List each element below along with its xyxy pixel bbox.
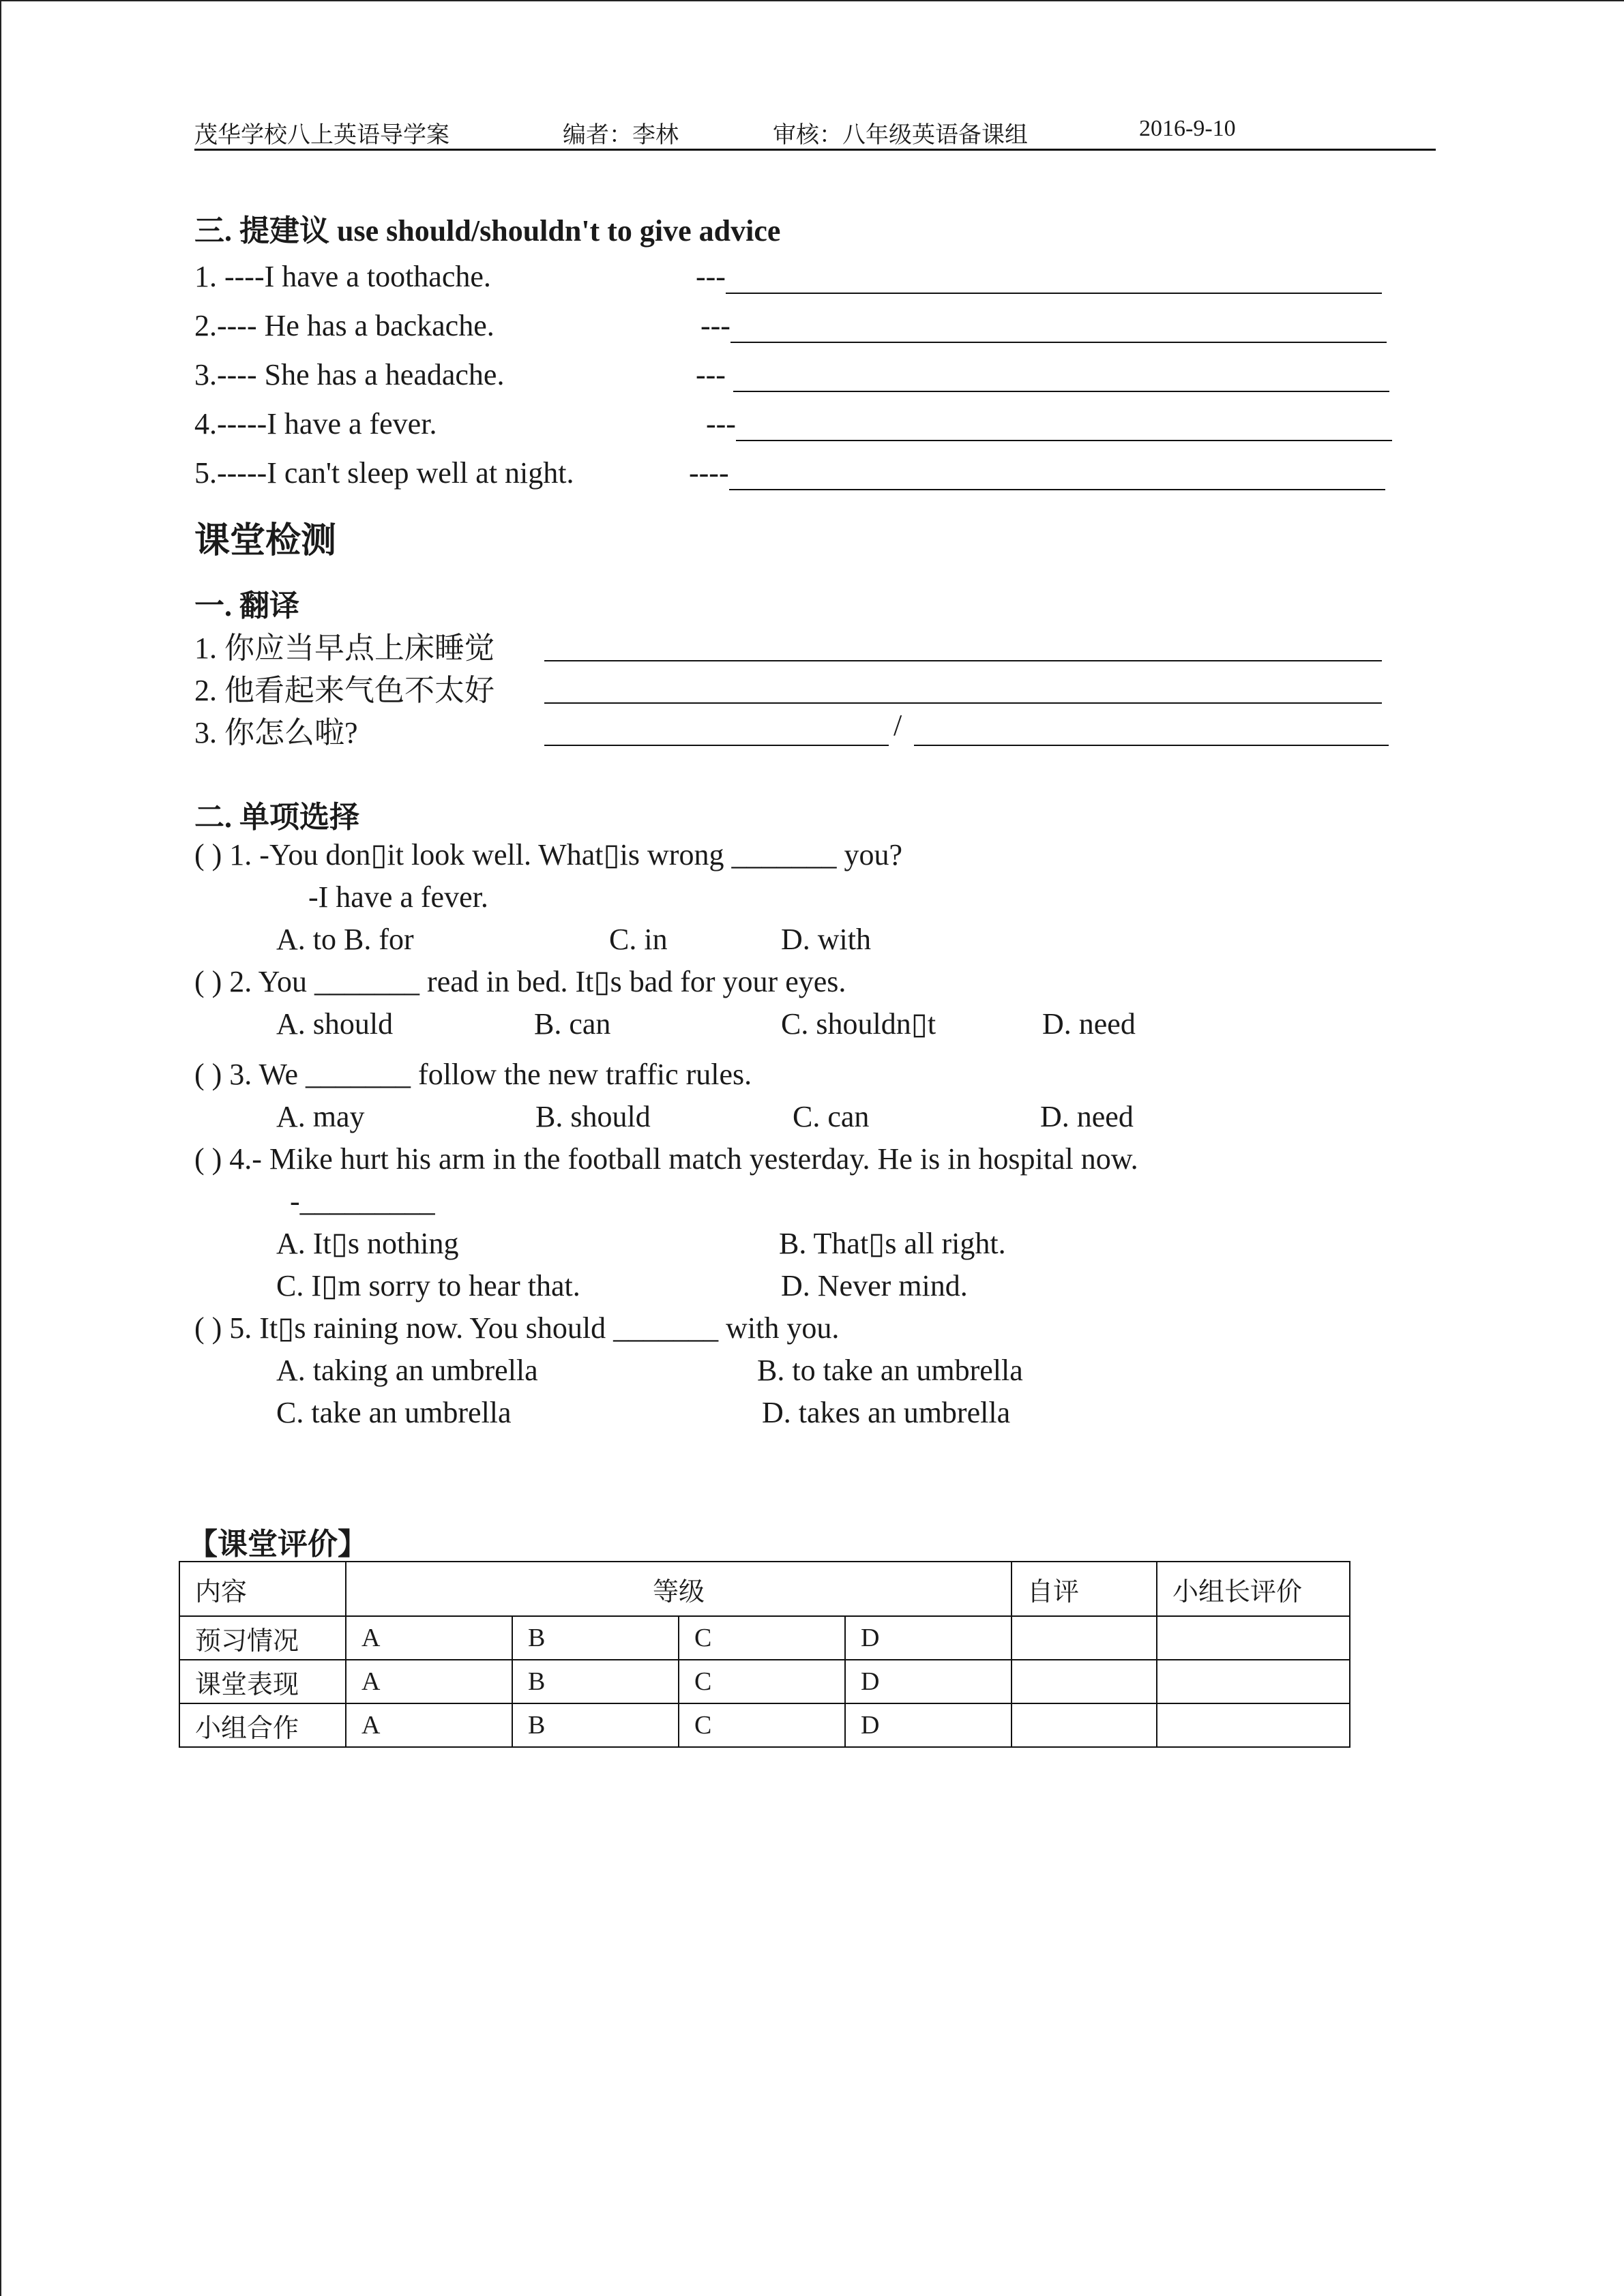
advice-question-3: 3.---- She has a headache. [194,358,505,391]
self-eval-cell[interactable] [1012,1616,1157,1660]
evaluation-header-row [179,1562,1350,1616]
evaluation-title: 【课堂评价】 [188,1527,368,1561]
choice-q4-reply: -_________ [290,1184,435,1218]
translate-item-3: 3. 你怎么啦? [194,716,358,749]
translate-title: 一. 翻译 [194,589,299,623]
grade-cell[interactable]: B [512,1660,679,1703]
translate-answer-3a[interactable] [544,709,889,746]
translate-slash: / [894,709,902,742]
leader-eval-cell[interactable] [1157,1616,1350,1660]
table-row [179,1616,1350,1660]
choice-q5: ( ) 5. It▯s raining now. You should _______ with you. [194,1311,840,1345]
grade-cell[interactable]: D [845,1616,1012,1660]
choice-q1-option-c[interactable]: C. in [609,923,668,956]
translate-item-2: 2. 他看起来气色不太好 [194,674,494,707]
advice-question-1: 1. ----I have a toothache. [194,260,491,293]
answer-line [726,264,1382,294]
row-label: 课堂表现 [179,1660,346,1703]
answer-dash: --- [700,309,730,342]
grade-cell[interactable]: A [346,1660,512,1703]
advice-question-2: 2.---- He has a backache. [194,309,494,342]
advice-question-5: 5.-----I can't sleep well at night. [194,456,574,490]
choice-q3-option-a[interactable]: A. may [276,1100,365,1133]
answer-line [736,411,1392,441]
advice-question-4: 4.-----I have a fever. [194,407,437,441]
grade-cell[interactable]: C [679,1616,845,1660]
answer-dash: ---- [689,456,729,490]
row-label: 小组合作 [179,1703,346,1747]
evaluation-table [179,1561,1350,1748]
choice-q1-option-a[interactable]: A. to B. for [276,923,414,956]
choice-q4-option-c[interactable]: C. I▯m sorry to hear that. [276,1269,580,1302]
answer-dash: --- [696,358,726,391]
choice-q4-option-d[interactable]: D. Never mind. [781,1269,968,1302]
advice-answer-3[interactable] [696,357,1389,392]
choice-q4-option-b[interactable]: B. That▯s all right. [779,1227,1006,1260]
table-row [179,1660,1350,1703]
choice-q2: ( ) 2. You _______ read in bed. It▯s bad for your eyes. [194,965,846,998]
answer-line [733,362,1389,392]
header-leader-eval: 小组长评价 [1157,1562,1350,1616]
check-title: 课堂检测 [194,522,337,561]
choice-q3-option-b[interactable]: B. should [535,1100,651,1133]
answer-dash: --- [696,260,726,293]
header-reviewer: 审核：八年级英语备课组 [773,123,1028,148]
header-grade: 等级 [346,1562,1012,1616]
leader-eval-cell[interactable] [1157,1660,1350,1703]
advice-answer-2[interactable] [700,308,1387,343]
section3-title: 三. 提建议 use should/shouldn't to give advice [194,214,781,248]
header-rule [194,149,1436,151]
choice-q5-option-a[interactable]: A. taking an umbrella [276,1354,538,1387]
header-self-eval: 自评 [1012,1562,1157,1616]
grade-cell[interactable]: D [845,1660,1012,1703]
grade-cell[interactable]: A [346,1703,512,1747]
translate-item-1: 1. 你应当早点上床睡觉 [194,631,494,665]
header-school: 茂华学校八上英语导学案 [194,123,449,148]
header-date: 2016-9-10 [1139,116,1236,141]
advice-answer-5[interactable] [689,456,1385,490]
leader-eval-cell[interactable] [1157,1703,1350,1747]
choice-q4: ( ) 4.- Mike hurt his arm in the football match yesterday. He is in hospital now. [194,1142,1138,1176]
choice-q5-option-b[interactable]: B. to take an umbrella [757,1354,1023,1387]
row-label: 预习情况 [179,1616,346,1660]
choice-q5-option-d[interactable]: D. takes an umbrella [762,1396,1011,1429]
grade-cell[interactable]: B [512,1616,679,1660]
header-content: 内容 [179,1562,346,1616]
grade-cell[interactable]: D [845,1703,1012,1747]
grade-cell[interactable]: C [679,1660,845,1703]
answer-line [729,460,1385,490]
choice-q1: ( ) 1. -You don▯it look well. What▯is wrong _______ you? [194,838,902,871]
choice-q2-option-b[interactable]: B. can [534,1007,611,1041]
choice-title: 二. 单项选择 [194,801,359,834]
advice-answer-1[interactable] [696,259,1382,294]
translate-answer-2[interactable] [544,667,1382,704]
grade-cell[interactable]: A [346,1616,512,1660]
choice-q3-option-d[interactable]: D. need [1040,1100,1134,1133]
choice-q2-option-c[interactable]: C. shouldn▯t [781,1007,936,1041]
grade-cell[interactable]: C [679,1703,845,1747]
translate-answer-1[interactable] [544,625,1382,661]
choice-q3: ( ) 3. We _______ follow the new traffic rules. [194,1058,752,1091]
self-eval-cell[interactable] [1012,1660,1157,1703]
advice-answer-4[interactable] [706,406,1392,441]
choice-q4-option-a[interactable]: A. It▯s nothing [276,1227,459,1260]
choice-q1-option-d[interactable]: D. with [781,923,871,956]
grade-cell[interactable]: B [512,1703,679,1747]
choice-q1-reply: -I have a fever. [308,880,488,914]
self-eval-cell[interactable] [1012,1703,1157,1747]
answer-line [730,313,1387,343]
choice-q2-option-a[interactable]: A. should [276,1007,394,1041]
answer-dash: --- [706,407,736,441]
table-row [179,1703,1350,1747]
choice-q3-option-c[interactable]: C. can [793,1100,870,1133]
choice-q2-option-d[interactable]: D. need [1042,1007,1136,1041]
choice-q5-option-c[interactable]: C. take an umbrella [276,1396,512,1429]
translate-answer-3b[interactable] [914,709,1389,746]
header-editor: 编者：李林 [563,123,679,148]
